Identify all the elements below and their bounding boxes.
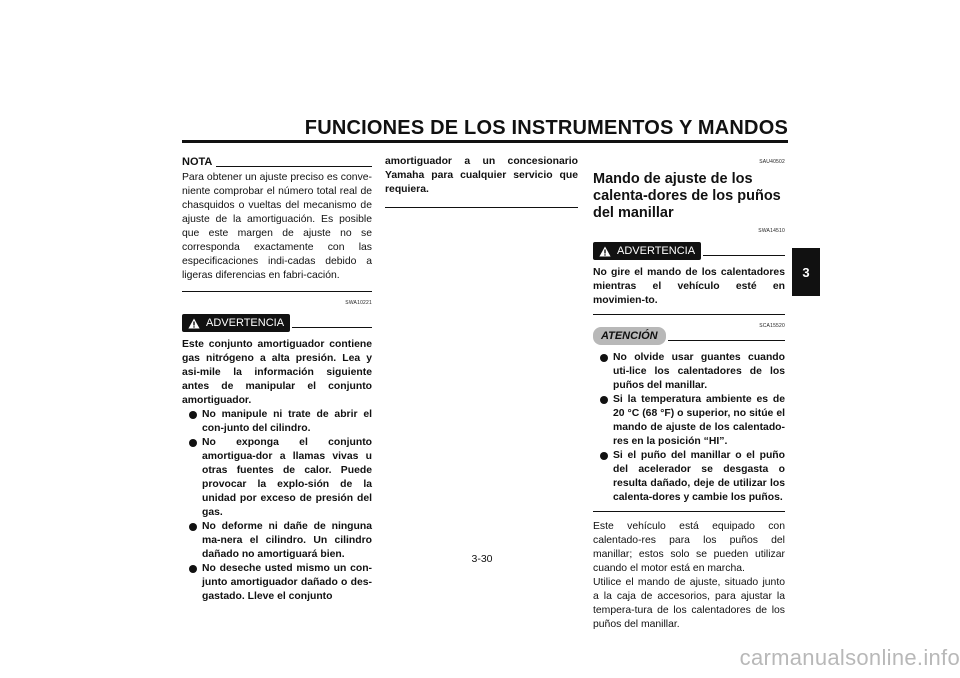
page-number: 3-30: [471, 553, 493, 565]
header-rule: [182, 140, 788, 143]
chapter-tab: 3: [792, 248, 820, 296]
bullet-dot-icon: [189, 439, 197, 447]
caution-heading: [593, 327, 785, 345]
list-item: [186, 408, 372, 436]
warning-heading-rule: [292, 327, 372, 328]
bullet-text: Si el puño del manillar o el puño del acelerador se desgasta o resulta dañado, deje de utilizar los calenta-dores y cambie los puños.: [613, 450, 785, 503]
bullet-text: No deforme ni dañe de ninguna ma-nera el cilindro. Un cilindro dañado no amortiguará bien.: [202, 521, 372, 560]
warning-badge: [593, 242, 701, 260]
bullet-dot-icon: [600, 396, 608, 404]
list-item: [597, 393, 785, 449]
warning-end-rule: [385, 207, 578, 208]
body-paragraph: Este vehículo está equipado con calentado-res para los puños del manillar; estos solo se pueden utilizar cuando el motor está en marcha.: [593, 521, 785, 574]
warning-code: SWA14510: [758, 228, 785, 234]
warning-continuation: amortiguador a un concesionario Yamaha para cualquier servicio que requiera.: [385, 156, 578, 195]
note-label: NOTA: [182, 156, 213, 168]
page-header-title: FUNCIONES DE LOS INSTRUMENTOS Y MANDOS: [304, 117, 788, 139]
warning-heading: [182, 314, 372, 332]
list-item: [186, 520, 372, 562]
warning-label: ADVERTENCIA: [206, 317, 285, 329]
bullet-text: Si la temperatura ambiente es de 20 °C (68 °F) o superior, no sitúe el mando de ajuste de los calentado-res en la posición “HI”.: [613, 394, 785, 447]
caution-code: SCA15520: [759, 323, 785, 329]
bullet-text: No manipule ni trate de abrir el con-junto del cilindro.: [202, 409, 372, 434]
warning-triangle-icon: [599, 246, 611, 257]
bullet-text: No exponga el conjunto amortigua-dor a llamas vivas u otras fuentes de calor. Puede provocar la explo-sión de la unidad por exceso de presión del gas.: [202, 437, 372, 518]
warning-end-rule: [593, 314, 785, 315]
section-title: Mando de ajuste de los calenta-dores de los puños del manillar: [593, 171, 781, 221]
warning-intro: Este conjunto amortiguador contiene gas nitrógeno a alta presión. Lea y asi-mile la información siguiente antes de manipular el conjunto amortiguador.: [182, 339, 372, 406]
note-end-rule: [182, 291, 372, 292]
bullet-dot-icon: [600, 452, 608, 460]
warning-bullet-list: [186, 408, 372, 604]
note-heading: [182, 155, 372, 169]
list-item: [597, 351, 785, 393]
bullet-dot-icon: [600, 354, 608, 362]
list-item: [597, 449, 785, 505]
section-code: SAU40502: [759, 159, 785, 165]
caution-badge: ATENCIÓN: [593, 327, 666, 345]
watermark: carmanualsonline.info: [739, 645, 960, 670]
bullet-dot-icon: [189, 523, 197, 531]
list-item: [186, 436, 372, 520]
bullet-text: No deseche usted mismo un con-junto amortiguador dañado o des-gastado. Lleve el conjunto: [202, 563, 372, 602]
warning-text: No gire el mando de los calentadores mientras el vehículo esté en movimien-to.: [593, 267, 785, 306]
warning-triangle-icon: [188, 318, 200, 329]
column-middle: [385, 155, 578, 208]
note-text: Para obtener un ajuste preciso es conve-niente comprobar el número total real de chasquidos o vueltas del mecanismo de ajuste de la amortiguación. Es posible que este margen de ajuste no se corresponda exactamente con las especificaciones indi-cadas debido a ligeras diferencias en fabri-cación.: [182, 172, 372, 281]
bullet-text: No olvide usar guantes cuando uti-lice los calentadores de los puños del manillar.: [613, 352, 785, 391]
warning-heading: [593, 242, 785, 260]
body-paragraph: Utilice el mando de ajuste, situado junto a la caja de accesorios, para ajustar la tempera-tura de los calentadores de los puños del manillar.: [593, 577, 785, 630]
warning-badge: [182, 314, 290, 332]
caution-heading-rule: [668, 340, 785, 341]
column-right: [593, 155, 785, 632]
bullet-dot-icon: [189, 411, 197, 419]
bullet-dot-icon: [189, 565, 197, 573]
column-left: [182, 155, 372, 604]
list-item: [186, 562, 372, 604]
note-heading-rule: [216, 166, 372, 167]
warning-code: SWA10221: [345, 300, 372, 306]
warning-heading-rule: [703, 255, 785, 256]
caution-end-rule: [593, 511, 785, 512]
warning-label: ADVERTENCIA: [617, 245, 696, 257]
caution-bullet-list: [597, 351, 785, 505]
